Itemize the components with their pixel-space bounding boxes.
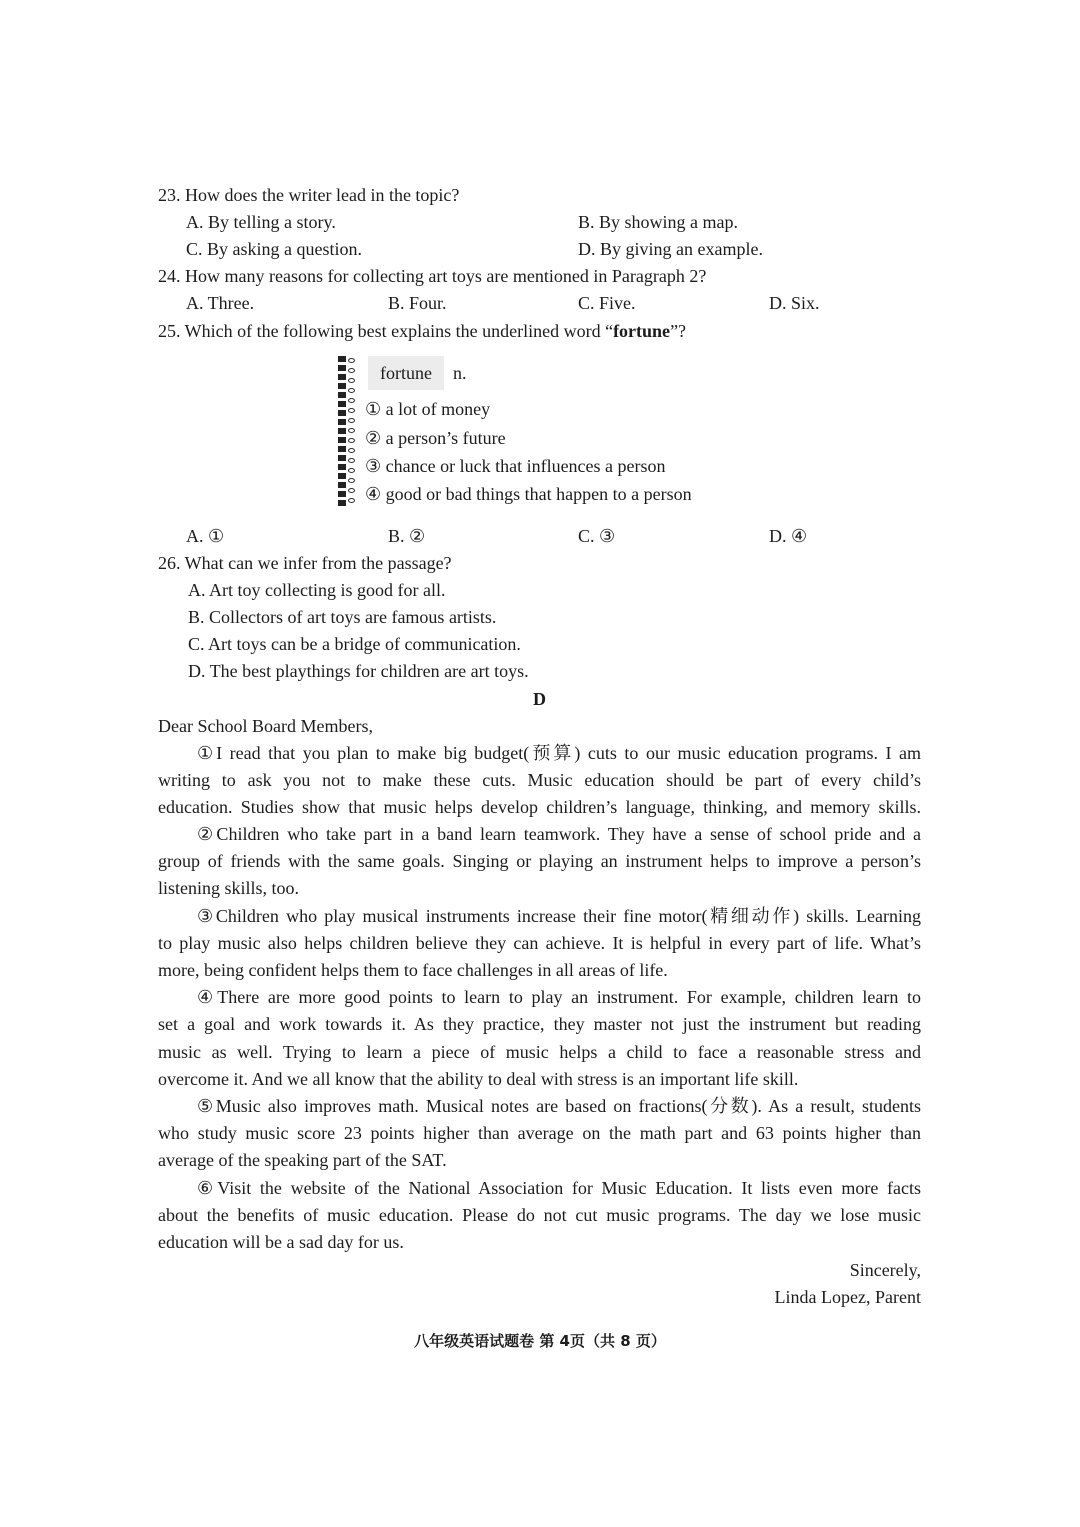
page-footer: 八年级英语试题卷 第 4页（共 8 页） bbox=[414, 1332, 666, 1350]
passage-line: ①I read that you plan to make big budget(预算) cuts to our music education programs. I am bbox=[197, 743, 921, 763]
q26-option-a: A. Art toy collecting is good for all. bbox=[188, 580, 446, 600]
q26-option-b: B. Collectors of art toys are famous artists. bbox=[188, 607, 497, 627]
q25-stem-after: ”? bbox=[670, 321, 687, 341]
passage-line: writing to ask you not to make these cuts. Music education should be part of every child’s bbox=[158, 770, 921, 790]
q24-option-b: B. Four. bbox=[388, 293, 447, 313]
letter-closing: Sincerely, bbox=[849, 1260, 921, 1280]
letter-signature: Linda Lopez, Parent bbox=[774, 1287, 921, 1307]
ring-icon bbox=[348, 358, 355, 363]
passage-line: ③Children who play musical instruments increase their fine motor(精细动作) skills. Learning bbox=[197, 906, 921, 926]
passage-line: education will be a sad day for us. bbox=[158, 1232, 404, 1252]
q25-option-b: B. ② bbox=[388, 526, 426, 546]
ring-icon bbox=[348, 438, 355, 443]
passage-line: ②Children who take part in a band learn teamwork. They have a sense of school pride and a bbox=[197, 824, 921, 844]
dictionary-definition-1: ① a lot of money bbox=[365, 399, 491, 419]
ring-icon bbox=[348, 408, 355, 413]
q23-option-c: C. By asking a question. bbox=[186, 239, 362, 259]
q25-option-d: D. ④ bbox=[769, 526, 808, 546]
q23-option-b: B. By showing a map. bbox=[578, 212, 738, 232]
q24-stem: 24. How many reasons for collecting art toys are mentioned in Paragraph 2? bbox=[158, 266, 707, 286]
passage-line: ⑤Music also improves math. Musical notes are based on fractions(分数). As a result, students bbox=[197, 1096, 921, 1116]
ring-icon bbox=[348, 398, 355, 403]
q26-option-c: C. Art toys can be a bridge of communication. bbox=[188, 634, 521, 654]
passage-line: about the benefits of music education. Please do not cut music programs. The day we lose music bbox=[158, 1205, 921, 1225]
ring-icon bbox=[348, 428, 355, 433]
passage-line: to play music also helps children believe they can achieve. It is helpful in every part of life. What’s bbox=[158, 933, 921, 953]
notebook-spine bbox=[338, 356, 346, 508]
dictionary-definition-4: ④ good or bad things that happen to a person bbox=[365, 484, 692, 504]
q23-option-d: D. By giving an example. bbox=[578, 239, 763, 259]
passage-line: listening skills, too. bbox=[158, 878, 300, 898]
q24-option-c: C. Five. bbox=[578, 293, 636, 313]
q26-option-d: D. The best playthings for children are art toys. bbox=[188, 661, 529, 681]
ring-icon bbox=[348, 378, 355, 383]
section-label: D bbox=[533, 689, 546, 709]
dictionary-definition-3: ③ chance or luck that influences a person bbox=[365, 456, 666, 476]
dictionary-card bbox=[338, 356, 738, 508]
dictionary-definition-2: ② a person’s future bbox=[365, 428, 506, 448]
ring-icon bbox=[348, 368, 355, 373]
q25-option-a: A. ① bbox=[186, 526, 225, 546]
dictionary-headword: fortune bbox=[368, 356, 444, 390]
passage-line: group of friends with the same goals. Singing or playing an instrument helps to improve a person’s bbox=[158, 851, 921, 871]
ring-icon bbox=[348, 418, 355, 423]
q25-stem-before: 25. Which of the following best explains the underlined word “ bbox=[158, 321, 614, 341]
ring-icon bbox=[348, 458, 355, 463]
passage-line: music as well. Trying to learn a piece of music helps a child to face a reasonable stress and bbox=[158, 1042, 921, 1062]
ring-icon bbox=[348, 388, 355, 393]
q24-option-a: A. Three. bbox=[186, 293, 255, 313]
passage-line: average of the speaking part of the SAT. bbox=[158, 1150, 447, 1170]
ring-icon bbox=[348, 498, 355, 503]
passage-line: overcome it. And we all know that the ability to deal with stress is an important life skill. bbox=[158, 1069, 799, 1089]
passage-line: who study music score 23 points higher than average on the math part and 63 points higher than bbox=[158, 1123, 921, 1143]
passage-line: education. Studies show that music helps develop children’s language, thinking, and memory skills. bbox=[158, 797, 921, 817]
letter-salutation: Dear School Board Members, bbox=[158, 716, 373, 736]
q23-option-a: A. By telling a story. bbox=[186, 212, 336, 232]
q23-stem: 23. How does the writer lead in the topic? bbox=[158, 185, 460, 205]
notebook-rings bbox=[348, 358, 358, 506]
q26-stem: 26. What can we infer from the passage? bbox=[158, 553, 452, 573]
ring-icon bbox=[348, 488, 355, 493]
passage-line: set a goal and work towards it. As they practice, they master not just the instrument but reading bbox=[158, 1014, 921, 1034]
q25-stem-word: fortune bbox=[613, 321, 671, 341]
q25-stem bbox=[158, 318, 686, 345]
passage-line: ④There are more good points to learn to play an instrument. For example, children learn to bbox=[197, 987, 921, 1007]
dictionary-part-of-speech: n. bbox=[453, 363, 467, 383]
q24-option-d: D. Six. bbox=[769, 293, 820, 313]
passage-line: more, being confident helps them to face challenges in all areas of life. bbox=[158, 960, 668, 980]
ring-icon bbox=[348, 448, 355, 453]
ring-icon bbox=[348, 468, 355, 473]
passage-line: ⑥Visit the website of the National Association for Music Education. It lists even more facts bbox=[197, 1178, 921, 1198]
ring-icon bbox=[348, 478, 355, 483]
q25-option-c: C. ③ bbox=[578, 526, 616, 546]
